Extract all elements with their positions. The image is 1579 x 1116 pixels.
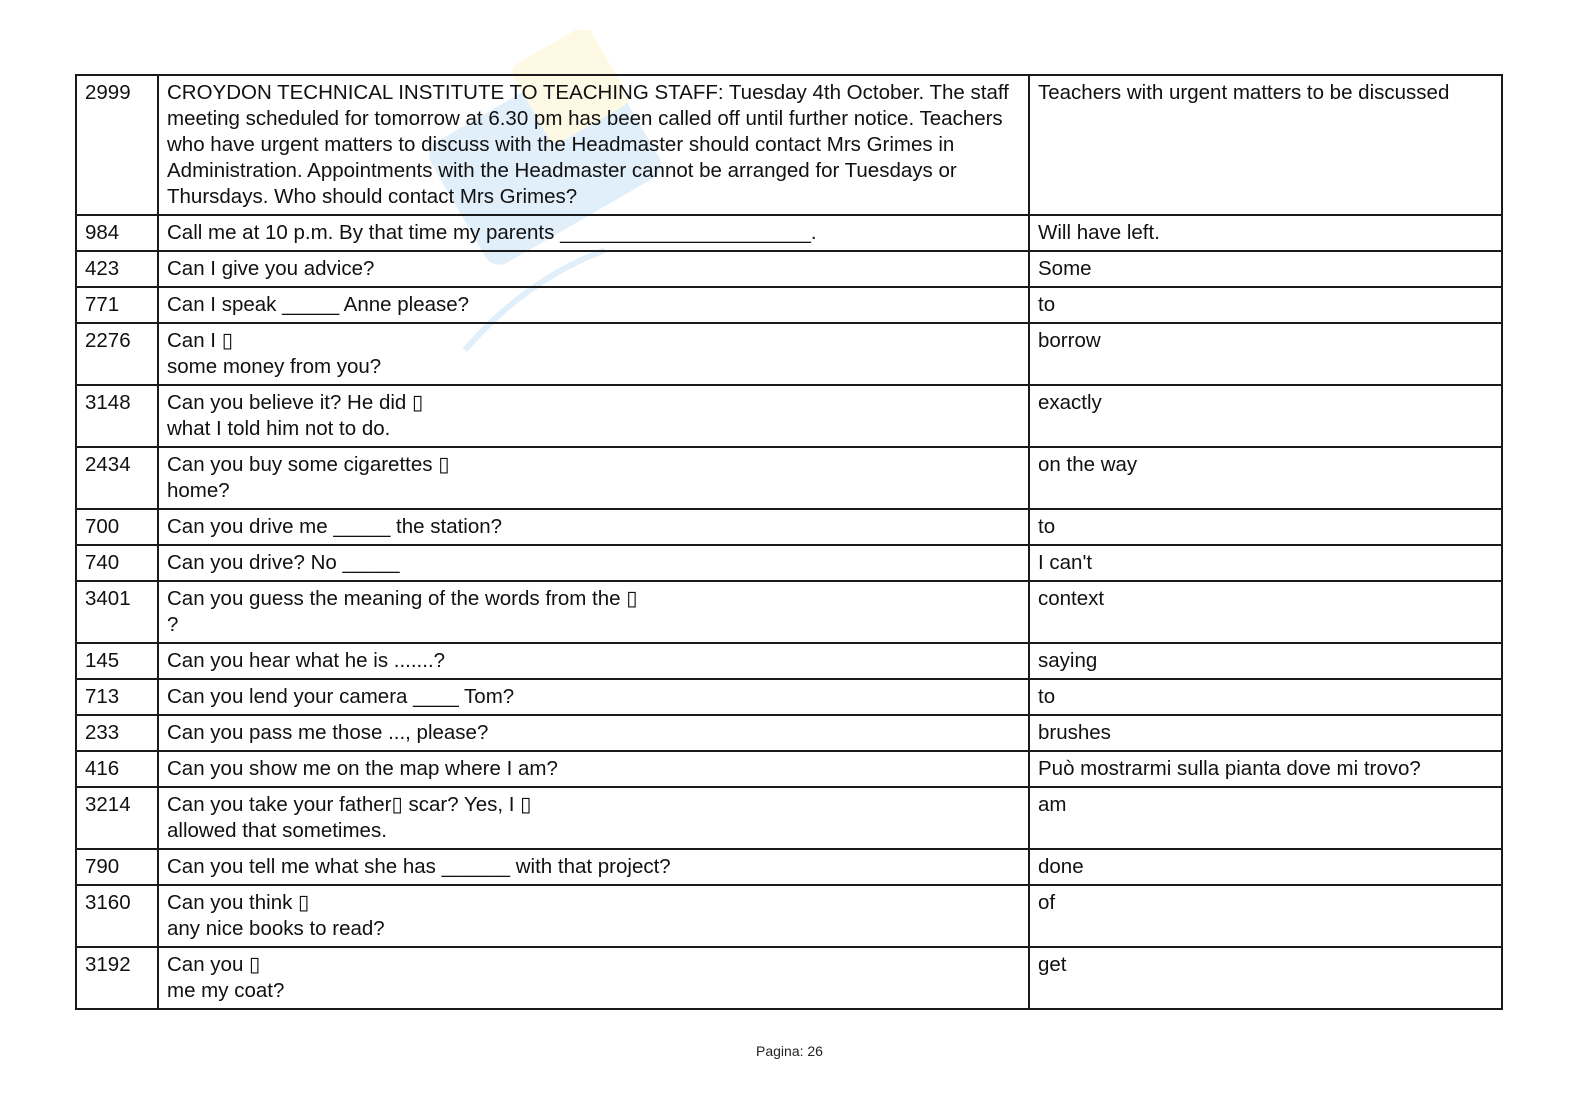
answer-cell: context (1029, 581, 1502, 643)
row-id-cell: 713 (76, 679, 158, 715)
answer-cell: Some (1029, 251, 1502, 287)
question-cell: Can you drive me _____ the station? (158, 509, 1029, 545)
answer-cell: done (1029, 849, 1502, 885)
question-cell: Can you believe it? He did ▯ what I told him not to do. (158, 385, 1029, 447)
answer-cell: saying (1029, 643, 1502, 679)
question-cell: Can you lend your camera ____ Tom? (158, 679, 1029, 715)
row-id-cell: 3160 (76, 885, 158, 947)
table-row (76, 787, 1502, 849)
table-row (76, 849, 1502, 885)
question-cell: Can you hear what he is .......? (158, 643, 1029, 679)
table-row (76, 545, 1502, 581)
row-id-cell: 2434 (76, 447, 158, 509)
table-row (76, 323, 1502, 385)
page-footer: Pagina: 26 (756, 1043, 823, 1059)
row-id-cell: 2999 (76, 75, 158, 215)
row-id-cell: 3214 (76, 787, 158, 849)
answer-cell: to (1029, 287, 1502, 323)
question-cell: CROYDON TECHNICAL INSTITUTE TO TEACHING STAFF: Tuesday 4th October. The staff meeting scheduled for tomorrow at 6.30 pm has been called off until further notice. Teachers who have urgent matters to discuss with the Headmaster should contact Mrs Grimes in Administration. Appointments with the Headmaster cannot be arranged for Tuesdays or Thursdays. Who should contact Mrs Grimes? (158, 75, 1029, 215)
row-id-cell: 740 (76, 545, 158, 581)
question-cell: Call me at 10 p.m. By that time my parents ______________________. (158, 215, 1029, 251)
question-cell: Can you think ▯ any nice books to read? (158, 885, 1029, 947)
table-row (76, 715, 1502, 751)
table-row (76, 287, 1502, 323)
answer-cell: to (1029, 509, 1502, 545)
answer-cell: brushes (1029, 715, 1502, 751)
row-id-cell: 145 (76, 643, 158, 679)
answer-cell: borrow (1029, 323, 1502, 385)
row-id-cell: 790 (76, 849, 158, 885)
question-cell: Can you guess the meaning of the words from the ▯ ? (158, 581, 1029, 643)
table-row (76, 885, 1502, 947)
table-body (76, 75, 1502, 1009)
answer-cell: Può mostrarmi sulla pianta dove mi trovo? (1029, 751, 1502, 787)
table-row (76, 581, 1502, 643)
table-row (76, 751, 1502, 787)
table-row (76, 385, 1502, 447)
row-id-cell: 233 (76, 715, 158, 751)
question-cell: Can I ▯ some money from you? (158, 323, 1029, 385)
answer-cell: get (1029, 947, 1502, 1009)
answer-cell: am (1029, 787, 1502, 849)
answer-cell: exactly (1029, 385, 1502, 447)
table-row (76, 447, 1502, 509)
answer-cell: on the way (1029, 447, 1502, 509)
row-id-cell: 700 (76, 509, 158, 545)
table-row (76, 643, 1502, 679)
row-id-cell: 3192 (76, 947, 158, 1009)
row-id-cell: 2276 (76, 323, 158, 385)
question-cell: Can you buy some cigarettes ▯ home? (158, 447, 1029, 509)
question-cell: Can you drive? No _____ (158, 545, 1029, 581)
question-cell: Can you ▯ me my coat? (158, 947, 1029, 1009)
table-row (76, 215, 1502, 251)
question-answer-table (75, 74, 1503, 1010)
answer-cell: I can't (1029, 545, 1502, 581)
question-cell: Can you pass me those ..., please? (158, 715, 1029, 751)
question-cell: Can you tell me what she has ______ with that project? (158, 849, 1029, 885)
answer-cell: of (1029, 885, 1502, 947)
question-cell: Can I speak _____ Anne please? (158, 287, 1029, 323)
row-id-cell: 771 (76, 287, 158, 323)
table-row (76, 947, 1502, 1009)
row-id-cell: 423 (76, 251, 158, 287)
table-row (76, 75, 1502, 215)
row-id-cell: 3401 (76, 581, 158, 643)
row-id-cell: 416 (76, 751, 158, 787)
table-row (76, 509, 1502, 545)
answer-cell: Will have left. (1029, 215, 1502, 251)
row-id-cell: 3148 (76, 385, 158, 447)
question-cell: Can I give you advice? (158, 251, 1029, 287)
question-cell: Can you show me on the map where I am? (158, 751, 1029, 787)
question-cell: Can you take your father▯ scar? Yes, I ▯ allowed that sometimes. (158, 787, 1029, 849)
table-row (76, 251, 1502, 287)
table-row (76, 679, 1502, 715)
answer-cell: Teachers with urgent matters to be discussed (1029, 75, 1502, 215)
row-id-cell: 984 (76, 215, 158, 251)
answer-cell: to (1029, 679, 1502, 715)
